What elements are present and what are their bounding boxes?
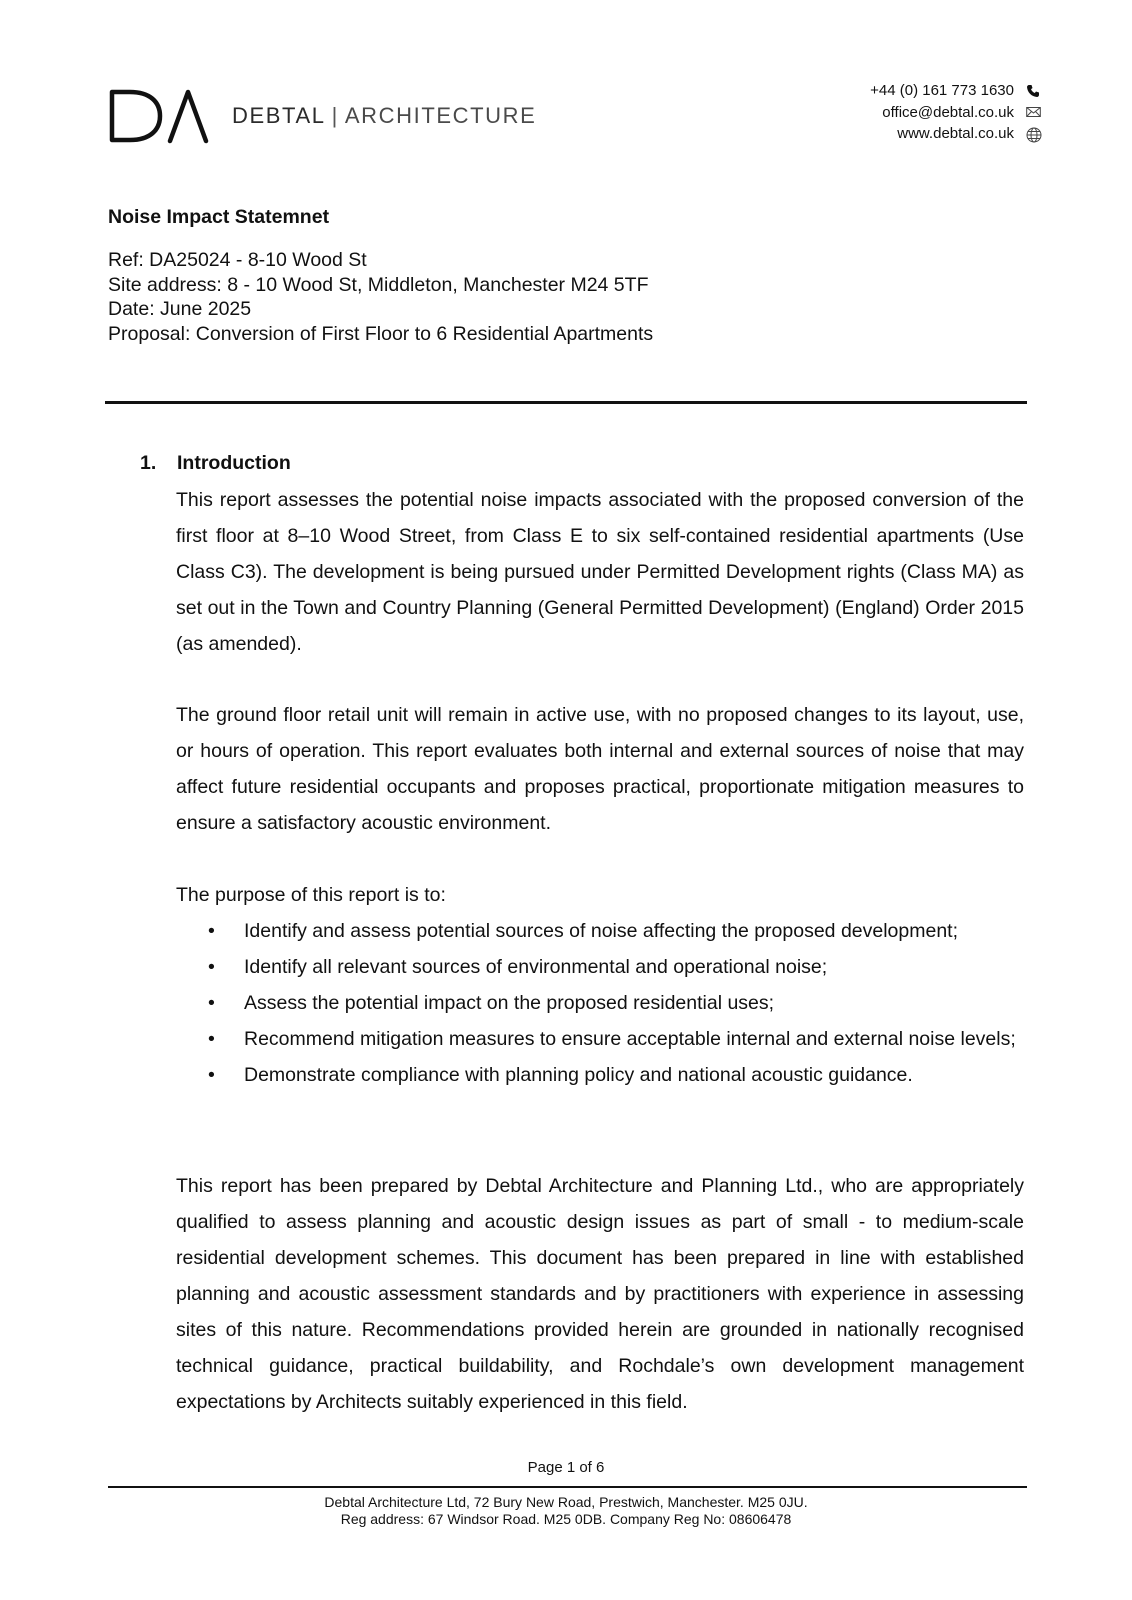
brand-name: DEBTAL xyxy=(232,103,326,128)
contact-details xyxy=(870,80,1014,145)
footer-address xyxy=(0,1494,1132,1528)
meta-proposal: Proposal: Conversion of First Floor to 6 Residential Apartments xyxy=(108,322,654,345)
contact-phone: +44 (0) 161 773 1630 xyxy=(870,82,1014,99)
section-title: Introduction xyxy=(177,452,291,474)
list-item-text: Identify all relevant sources of environmental and operational noise; xyxy=(244,956,828,978)
list-item-text: Recommend mitigation measures to ensure acceptable internal and external noise levels; xyxy=(244,1028,1016,1050)
phone-icon xyxy=(1024,80,1044,102)
contact-icons xyxy=(1024,80,1046,145)
header-divider xyxy=(105,401,1027,404)
meta-reference: Ref: DA25024 - 8-10 Wood St xyxy=(108,249,367,271)
footer-address-line-1: Debtal Architecture Ltd, 72 Bury New Road, Prestwich, Manchester. M25 0JU. xyxy=(324,1494,808,1510)
list-item xyxy=(176,1057,1024,1093)
document-title: Noise Impact Statemnet xyxy=(108,206,330,228)
meta-date: Date: June 2025 xyxy=(108,298,252,320)
bullet-icon: • xyxy=(208,1028,215,1050)
bullet-icon: • xyxy=(208,992,215,1014)
contact-email[interactable]: office@debtal.co.uk xyxy=(882,103,1014,121)
list-item xyxy=(176,1021,1024,1057)
da-logo-icon xyxy=(108,88,212,144)
list-item-text: Demonstrate compliance with planning policy and national acoustic guidance. xyxy=(244,1064,913,1086)
purpose-lead: The purpose of this report is to: xyxy=(176,884,446,906)
list-item-text: Identify and assess potential sources of noise affecting the proposed development; xyxy=(244,920,959,942)
envelope-icon xyxy=(1024,102,1044,124)
footer-divider xyxy=(108,1486,1027,1488)
section-number: 1. xyxy=(140,452,157,474)
contact-website[interactable]: www.debtal.co.uk xyxy=(897,125,1014,142)
list-item xyxy=(176,985,1024,1021)
logo-mark xyxy=(108,88,212,144)
meta-site-address: Site address: 8 - 10 Wood St, Middleton, Manchester M24 5TF xyxy=(108,273,649,296)
intro-paragraph-2: The ground floor retail unit will remain in active use, with no proposed changes to its layout, use, or hours of operation. This report evaluates both internal and external sources of noise that may affect future residential occupants and proposes practical, proportionate mitigation measures to ensure a satisfactory acoustic environment. xyxy=(176,704,1024,834)
list-item xyxy=(176,913,1024,949)
section-heading xyxy=(140,452,291,475)
brand-wordmark xyxy=(232,103,536,129)
footer-address-line-2: Reg address: 67 Windsor Road. M25 0DB. Company Reg No: 08606478 xyxy=(340,1511,792,1527)
bullet-icon: • xyxy=(208,920,215,942)
purpose-block xyxy=(176,877,1024,1093)
bullet-icon: • xyxy=(208,1064,215,1086)
list-item-text: Assess the potential impact on the proposed residential uses; xyxy=(244,992,775,1014)
intro-paragraph-1: This report assesses the potential noise impacts associated with the proposed conversion of the first floor at 8–10 Wood Street, from Class E to six self-contained residential apartments (Use Class C3). The development is being pursued under Permitted Development rights (Class MA) as set out in the Town and Country Planning (General Permitted Development) (England) Order 2015 (as amended). xyxy=(176,489,1024,655)
brand-suffix: ARCHITECTURE xyxy=(344,103,537,128)
intro-paragraph-3: This report has been prepared by Debtal Architecture and Planning Ltd., who are appropriately qualified to assess planning and acoustic design issues as part of small - to medium-scale residential development schemes. This document has been prepared in line with established planning and acoustic assessment standards and by practitioners with experience in assessing sites of this nature. Recommendations provided herein are grounded in nationally recognised technical guidance, practical buildability, and Rochdale’s own development management expectations by Architects suitably experienced in this field. xyxy=(176,1175,1024,1413)
bullet-icon: • xyxy=(208,956,215,978)
purpose-list xyxy=(176,913,1024,1093)
document-meta xyxy=(108,248,653,346)
globe-icon xyxy=(1024,123,1044,145)
brand-separator: | xyxy=(331,103,339,128)
list-item xyxy=(176,949,1024,985)
page-number: Page 1 of 6 xyxy=(527,1459,605,1476)
